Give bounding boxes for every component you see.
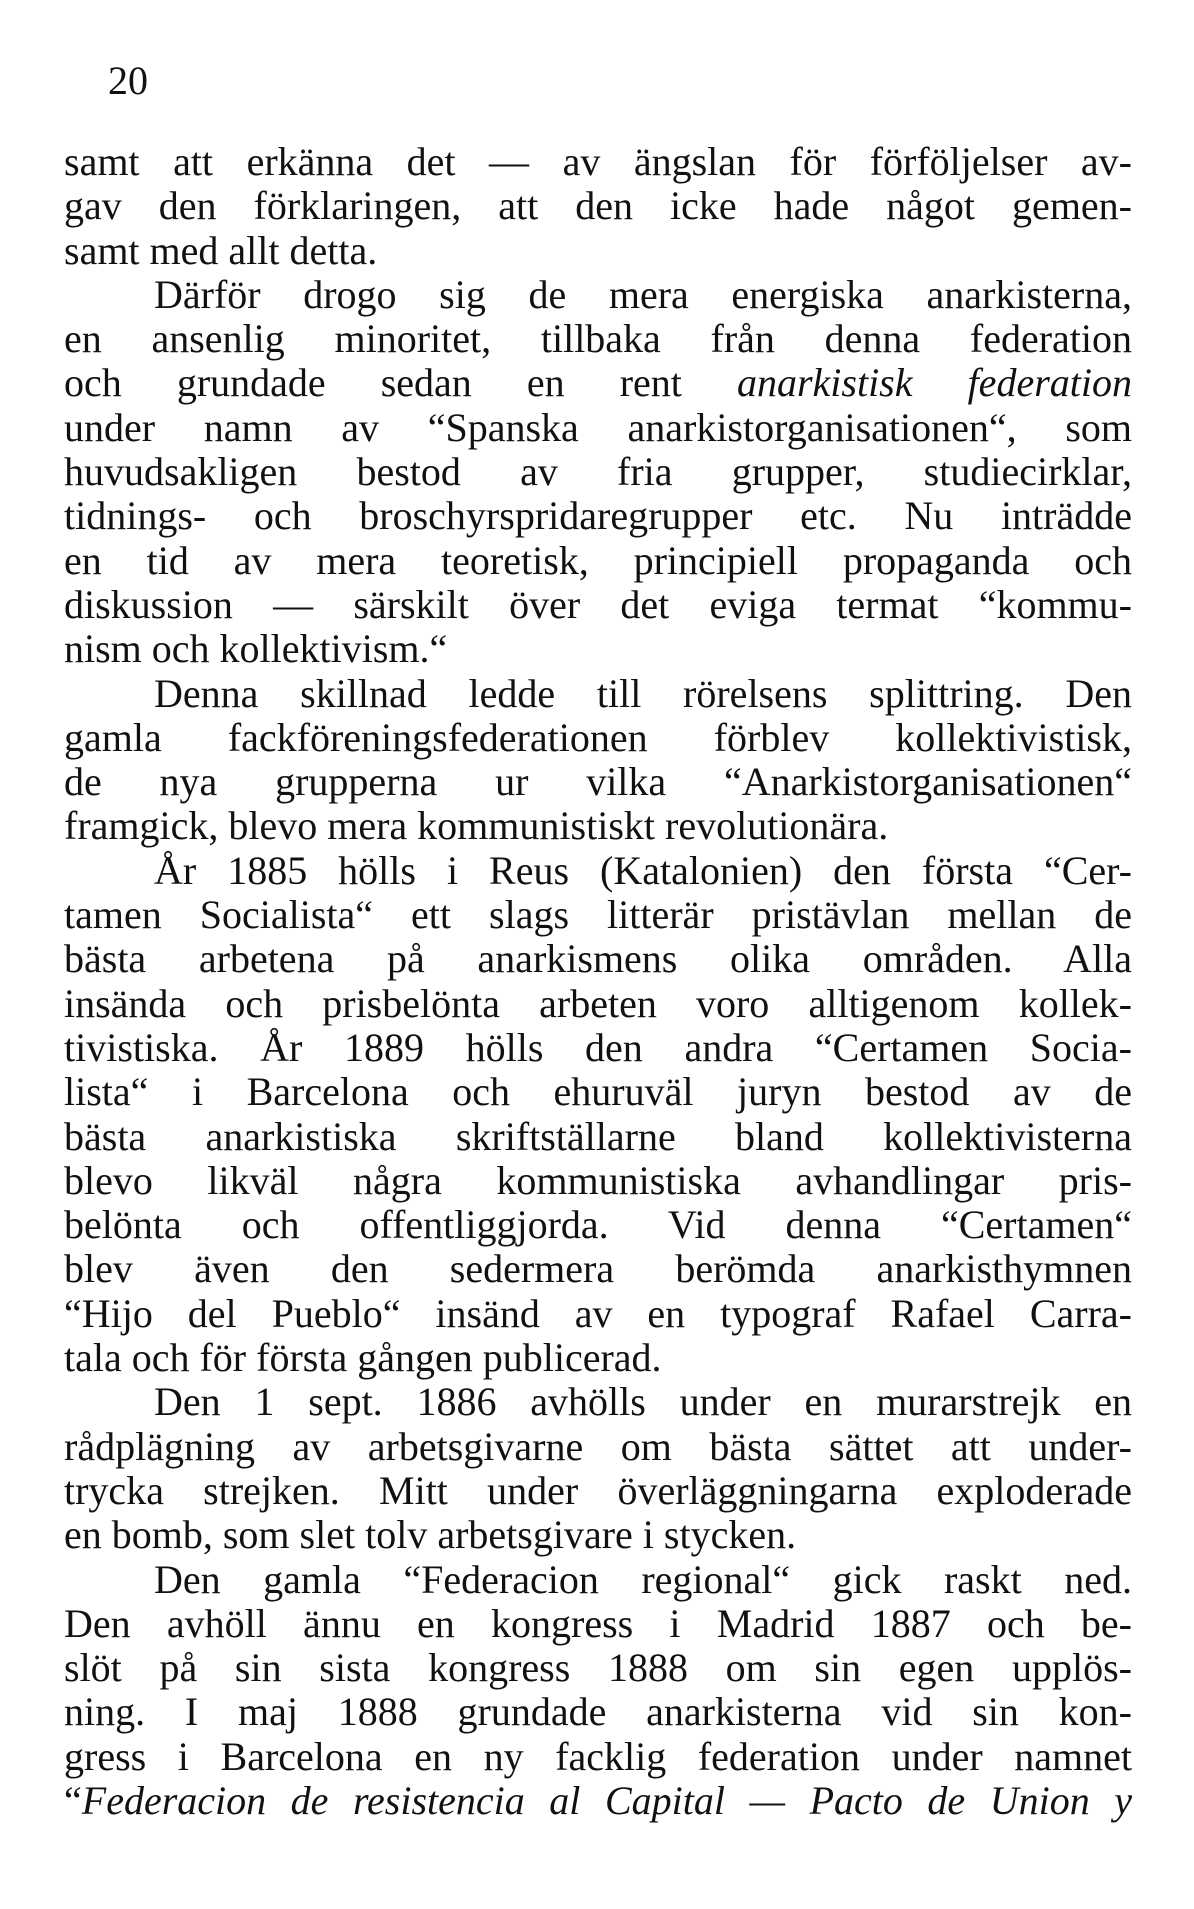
text-segment: “Hijo del Pueblo“ insänd av en typograf Rafael Carra- — [64, 1291, 1132, 1336]
text-line — [64, 184, 1132, 228]
text-segment: gav den förklaringen, att den icke hade något gemen- — [64, 184, 1132, 229]
text-line — [64, 494, 1132, 538]
text-segment: blevo likväl några kommunistiska avhandlingar pris- — [64, 1158, 1132, 1203]
text-segment: År 1885 hölls i Reus (Katalonien) den första “Cer- — [154, 848, 1132, 893]
text-line — [64, 583, 1132, 627]
text-segment: gress i Barcelona en ny facklig federation under namnet — [64, 1734, 1132, 1779]
text-line — [64, 1690, 1132, 1734]
text-segment: en bomb, som slet tolv arbetsgivare i stycken. — [64, 1513, 797, 1558]
text-line — [64, 849, 1132, 893]
page-number: 20 — [108, 58, 148, 103]
text-segment: under namn av “Spanska anarkistorganisationen“, som — [64, 405, 1132, 450]
text-line — [64, 1203, 1132, 1247]
text-segment: de nya grupperna ur vilka “Anarkistorganisationen“ — [64, 760, 1132, 805]
text-line — [64, 1469, 1132, 1513]
text-segment: samt att erkänna det — av ängslan för förföljelser av- — [64, 140, 1132, 184]
text-segment: trycka strejken. Mitt under överläggningarna exploderade — [64, 1468, 1132, 1513]
text-line — [64, 1602, 1132, 1646]
text-segment: en ansenlig minoritet, tillbaka från denna federation — [64, 317, 1132, 362]
text-line — [64, 982, 1132, 1026]
text-segment: framgick, blevo mera kommunistiskt revolutionära. — [64, 804, 889, 849]
text-line — [64, 1380, 1132, 1424]
text-line — [64, 1558, 1132, 1602]
text-line — [64, 1070, 1132, 1114]
body-text — [64, 140, 1132, 1823]
text-line — [64, 1779, 1132, 1823]
text-segment: tidnings- och broschyrspridaregrupper etc. Nu inträdde — [64, 494, 1132, 539]
text-segment: diskussion — särskilt över det eviga termat “kommu- — [64, 582, 1132, 627]
text-line — [64, 937, 1132, 981]
italic-text: Federacion de resistencia al Capital — Pacto de Union y — [81, 1778, 1132, 1823]
text-line — [64, 1735, 1132, 1779]
text-segment: samt med allt detta. — [64, 228, 378, 273]
text-segment: nism och kollektivism.“ — [64, 627, 448, 672]
text-segment: Den avhöll ännu en kongress i Madrid 1887 och be- — [64, 1601, 1132, 1646]
text-line — [64, 229, 1132, 273]
text-segment: rådplägning av arbetsgivarne om bästa sättet att under- — [64, 1424, 1132, 1469]
text-segment: och grundade sedan en rent — [64, 361, 737, 406]
text-line — [64, 1646, 1132, 1690]
text-segment: bästa arbetena på anarkismens olika områden. Alla — [64, 937, 1132, 982]
text-segment: en tid av mera teoretisk, principiell propaganda och — [64, 538, 1132, 583]
text-line — [64, 1513, 1132, 1557]
text-line — [64, 1336, 1132, 1380]
text-line — [64, 760, 1132, 804]
text-line — [64, 406, 1132, 450]
text-segment: gamla fackföreningsfederationen förblev kollektivistisk, — [64, 715, 1132, 760]
text-line — [64, 140, 1132, 184]
text-segment: insända och prisbelönta arbeten voro alltigenom kollek- — [64, 981, 1132, 1026]
text-segment: tamen Socialista“ ett slags litterär pristävlan mellan de — [64, 893, 1132, 938]
text-segment: lista“ i Barcelona och ehuruväl juryn bestod av de — [64, 1070, 1132, 1115]
text-line — [64, 317, 1132, 361]
text-line — [64, 1026, 1132, 1070]
text-line — [64, 627, 1132, 671]
text-line — [64, 893, 1132, 937]
text-line — [64, 1159, 1132, 1203]
text-line — [64, 672, 1132, 716]
text-line — [64, 804, 1132, 848]
text-line — [64, 539, 1132, 583]
text-segment: belönta och offentliggjorda. Vid denna “Certamen“ — [64, 1203, 1132, 1248]
text-segment: Den 1 sept. 1886 avhölls under en murarstrejk en — [154, 1380, 1132, 1425]
text-line — [64, 273, 1132, 317]
text-segment: tala och för första gången publicerad. — [64, 1336, 662, 1381]
italic-text: anarkistisk federation — [736, 361, 1132, 406]
text-segment: slöt på sin sista kongress 1888 om sin egen upplös- — [64, 1646, 1132, 1691]
text-line — [64, 716, 1132, 760]
text-segment: Den gamla “Federacion regional“ gick raskt ned. — [154, 1557, 1132, 1602]
text-segment: blev även den sedermera berömda anarkisthymnen — [64, 1247, 1132, 1292]
text-segment: ning. I maj 1888 grundade anarkisterna vid sin kon- — [64, 1690, 1132, 1735]
text-segment: huvudsakligen bestod av fria grupper, studiecirklar, — [64, 450, 1132, 495]
text-segment: bästa anarkistiska skriftställarne bland kollektivisterna — [64, 1114, 1132, 1159]
text-line — [64, 1425, 1132, 1469]
text-segment: Därför drogo sig de mera energiska anarkisterna, — [154, 272, 1132, 317]
text-line — [64, 361, 1132, 405]
text-segment: “ — [64, 1778, 82, 1823]
text-line — [64, 450, 1132, 494]
text-segment: Denna skillnad ledde till rörelsens splittring. Den — [154, 671, 1132, 716]
text-line — [64, 1115, 1132, 1159]
text-line — [64, 1247, 1132, 1291]
text-line — [64, 1292, 1132, 1336]
text-segment: tivistiska. År 1889 hölls den andra “Certamen Socia- — [64, 1025, 1132, 1070]
